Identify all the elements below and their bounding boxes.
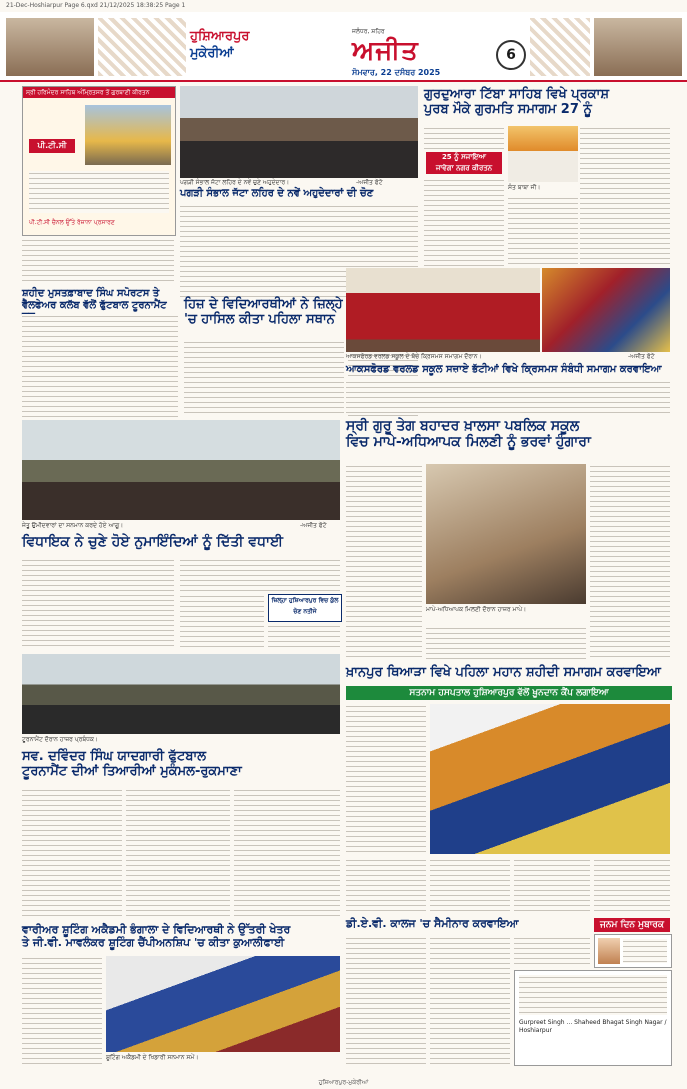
gurdwara-headline-line1: ਗੁਰਦੁਆਰਾ ਟਿੱਬਾ ਸਾਹਿਬ ਵਿਖੇ ਪ੍ਰਕਾਸ਼ [424, 87, 609, 102]
school-group-credit: -ਅਜੀਤ ਫੋਟੋ [628, 353, 655, 360]
students-headline-line2: 'ਚ ਹਾਸਿਲ ਕੀਤਾ ਪਹਿਲਾ ਸਥਾਨ [184, 311, 335, 327]
shooting-body [22, 956, 102, 1064]
gurdwara-body-col1-top [424, 126, 504, 150]
ad-golden-temple-image [85, 105, 171, 165]
winners-body-col1 [22, 558, 174, 650]
ad-kirtan-text [29, 171, 169, 213]
classified-ad-text: Gurpreet Singh ... Shaheed Bhagat Singh Nagar / Hoshiarpur [519, 1019, 667, 1034]
gurdwara-inset-box [426, 152, 502, 174]
winners-photo [22, 420, 340, 520]
left-column-text-top [22, 238, 174, 284]
ad-kirtan [22, 86, 176, 236]
school-group-body [346, 380, 670, 414]
winners-credit: -ਅਜੀਤ ਫੋਟੋ [300, 522, 327, 529]
school-group-caption: ਆਕਸਫੋਰਡ ਵਰਲਡ ਸਕੂਲ ਦੇ ਬੱਚੇ ਕ੍ਰਿਸਮਸ ਸਮਾਗਮ ਦੌਰਾਨ। [346, 353, 482, 360]
school-group-photo-left [346, 268, 540, 352]
khanpur-body-col2 [346, 858, 426, 914]
khalsa-school-headline [346, 418, 672, 450]
winners-caption: ਜੇਤੂ ਉਮੀਦਵਾਰਾਂ ਦਾ ਸਨਮਾਨ ਕਰਦੇ ਹੋਏ ਆਗੂ। [22, 522, 124, 529]
khalsa-school-photo [426, 464, 586, 604]
football-memorial-body-col1 [22, 788, 122, 918]
masthead-photo-left [6, 18, 94, 76]
gurdwara-body-col3 [580, 126, 670, 266]
khanpur-headline: ਖ਼ਾਨਪੁਰ ਥਿਆੜਾ ਵਿਖੇ ਪਹਿਲਾ ਮਹਾਨ ਸ਼ਹੀਦੀ ਸਮਾਗਮ ਕਰਵਾਇਆ [346, 665, 661, 680]
birthday-child-photo [598, 938, 620, 964]
football-memorial-headline-line1: ਸਵ. ਦਵਿੰਦਰ ਸਿੰਘ ਯਾਦਗਾਰੀ ਫੁੱਟਬਾਲ [22, 749, 206, 764]
masthead-pattern-right [530, 18, 590, 76]
dav-body-col1 [346, 936, 426, 1064]
students-body [184, 340, 344, 416]
district-inset-body [268, 624, 340, 650]
gurdwara-photo-caption: ਸੰਤ ਬਾਬਾ ਜੀ। [508, 184, 541, 191]
masthead-pattern-left [98, 18, 186, 76]
print-info-strip: 21-Dec-Hoshiarpur Page 6.qxd 21/12/2025 18:38:25 Page 1 [6, 2, 186, 9]
khanpur-body-col3 [430, 858, 510, 914]
khalsa-school-body-col3 [590, 464, 670, 660]
gurdwara-portrait-photo [508, 126, 578, 182]
khalsa-school-headline-line2: ਵਿਚ ਮਾਪੇ-ਅਧਿਆਪਕ ਮਿਲਣੀ ਨੂੰ ਭਰਵਾਂ ਹੁੰਗਾਰਾ [346, 434, 591, 451]
football-memorial-caption: ਟੂਰਨਾਮੈਂਟ ਦੌਰਾਨ ਹਾਜ਼ਰ ਪ੍ਰਬੰਧਕ। [22, 736, 98, 743]
football-memorial-photo [22, 654, 340, 734]
winners-headline: ਵਿਧਾਇਕ ਨੇ ਚੁਣੇ ਹੋਏ ਨੁਮਾਇੰਦਿਆਂ ਨੂੰ ਦਿੱਤੀ ਵਧਾਈ [22, 534, 283, 550]
masthead-title-line2: ਮੁਕੇਰੀਆਂ [190, 46, 234, 61]
khanpur-photo [430, 704, 670, 854]
ad-kirtan-footer: ਪੀ.ਟੀ.ਸੀ ਚੈਨਲ ਉੱਤੇ ਰੋਜ਼ਾਨਾ ਪ੍ਰਸਾਰਣ [29, 219, 115, 226]
football-memorial-headline [22, 750, 340, 780]
birthday-box [594, 934, 672, 968]
farmers-headline: ਪਗੜੀ ਸੰਭਾਲ ਜੱਟਾ ਲਹਿਰ ਦੇ ਨਵੇਂ ਅਹੁਦੇਦਾਰਾਂ ਦੀ ਚੋਣ [180, 188, 374, 199]
students-headline-line1: ਹਿਜ਼ ਦੇ ਵਿਦਿਆਰਥੀਆਂ ਨੇ ਜ਼ਿਲ੍ਹੇ [184, 297, 343, 312]
khalsa-school-caption: ਮਾਪੇ-ਅਧਿਆਪਕ ਮਿਲਣੀ ਦੌਰਾਨ ਹਾਜ਼ਰ ਮਾਪੇ। [426, 606, 527, 613]
khalsa-school-body-col2 [426, 626, 586, 660]
masthead-photo-right [594, 18, 682, 76]
masthead-title-line1: ਹੁਸ਼ਿਆਰਪੁਰ [190, 29, 250, 44]
classified-ad-text-top [519, 975, 667, 1015]
ad-channel-logo: ਪੀ.ਟੀ.ਸੀ [29, 139, 75, 153]
football-memorial-body-col2 [126, 788, 230, 918]
dav-headline: ਡੀ.ਏ.ਵੀ. ਕਾਲਜ 'ਚ ਸੈਮੀਨਾਰ ਕਰਵਾਇਆ [346, 917, 519, 930]
masthead-paper-name: ਅਜੀਤ [352, 36, 419, 66]
farmers-caption: ਪਗੜੀ ਸੰਭਾਲ ਜੱਟਾ ਲਹਿਰ ਦੇ ਨਵੇਂ ਚੁਣੇ ਅਹੁਦੇਦਾਰ। [180, 179, 290, 186]
gurdwara-body-col2 [508, 196, 578, 266]
birthday-title: ਜਨਮ ਦਿਨ ਮੁਬਾਰਕ [594, 918, 670, 932]
masthead-badge: ਜਲੰਧਰ, ਸ਼ਹਿਰ [352, 28, 385, 35]
masthead-section-title [190, 28, 249, 62]
masthead-date: ਸੋਮਵਾਰ, 22 ਦਸੰਬਰ 2025 [352, 68, 441, 77]
winners-body-col2 [180, 558, 340, 592]
football-memorial-body-col3 [234, 788, 340, 918]
shooting-caption: ਸ਼ੂਟਿੰਗ ਅਕੈਡਮੀ ਦੇ ਖਿਡਾਰੀ ਸਨਮਾਨ ਸਮੇਂ। [106, 1054, 199, 1061]
khanpur-body-col5 [594, 858, 670, 914]
shooting-headline [22, 924, 340, 949]
gurdwara-inset-line1: 25 ਨੂੰ ਸਜਾਇਆ [441, 153, 487, 161]
shooting-photo [106, 956, 340, 1052]
farmers-photo [180, 86, 418, 178]
shooting-headline-line1: ਵਾਰੀਅਰ ਸ਼ੂਟਿੰਗ ਅਕੈਡਮੀ ਭੰਗਾਲਾ ਦੇ ਵਿਦਿਆਰਥੀ ਨੇ ਉੱਤਰੀ ਖੇਤਰ [22, 923, 291, 936]
page-footer: ਹੁਸ਼ਿਆਰਪੁਰ-ਮੁਕੇਰੀਆਂ [318, 1079, 369, 1086]
khalsa-school-headline-line1: ਸ੍ਰੀ ਗੁਰੂ ਤੇਗ ਬਹਾਦਰ ਖ਼ਾਲਸਾ ਪਬਲਿਕ ਸਕੂਲ [346, 418, 580, 434]
gurdwara-headline [424, 88, 670, 118]
district-inset-title-line2: ਚੋਣ ਨਤੀਜੇ [293, 608, 317, 615]
football-club-body [22, 314, 178, 418]
football-memorial-headline-line2: ਟੂਰਨਾਮੈਂਟ ਦੀਆਂ ਤਿਆਰੀਆਂ ਮੁਕੰਮਲ-ਰੁਕਮਾਣਾ [22, 763, 242, 779]
page-number: 6 [496, 40, 526, 70]
birthday-text [623, 939, 667, 963]
classified-ad [514, 970, 672, 1066]
school-group-photo-right [542, 268, 670, 352]
farmers-credit: -ਅਜੀਤ ਫੋਟੋ [356, 179, 383, 186]
khanpur-body-col1 [346, 704, 426, 854]
masthead [0, 12, 687, 82]
khanpur-body-col4 [514, 858, 590, 914]
dav-body-col3 [514, 936, 590, 966]
gurdwara-inset-line2: ਜਾਵੇਗਾ ਨਗਰ ਕੀਰਤਨ [435, 164, 493, 172]
winners-body-col3 [180, 594, 264, 650]
district-inset-title-line1: ਜ਼ਿਲ੍ਹਾ ਹੁਸ਼ਿਆਰਪੁਰ ਵਿਚ ਕੁੱਲ [271, 597, 339, 604]
khalsa-school-body-col1 [346, 464, 422, 660]
school-group-headline: ਆਕਸਫੋਰਡ ਵਰਲਡ ਸਕੂਲ ਸਜ਼ਾਏ ਭੱਟੀਆਂ ਵਿਖੇ ਕ੍ਰਿਸਮਸ ਸੰਬੰਧੀ ਸਮਾਗਮ ਕਰਵਾਇਆ [346, 364, 662, 375]
shooting-headline-line2: ਤੇ ਜੀ.ਵੀ. ਮਾਵਲੰਕਰ ਸ਼ੂਟਿੰਗ ਚੈਂਪੀਅਨਸ਼ਿਪ 'ਚ ਕੀਤਾ ਕੁਆਲੀਫਾਈ [22, 935, 285, 949]
gurdwara-headline-line2: ਪੁਰਬ ਮੌਕੇ ਗੁਰਮਤਿ ਸਮਾਗਮ 27 ਨੂੰ [424, 101, 592, 117]
ad-kirtan-title: ਸ੍ਰੀ ਹਰਿਮੰਦਰ ਸਾਹਿਬ ਅੰਮ੍ਰਿਤਸਰ ਤੋਂ ਗੁਰਬਾਣੀ ਕੀਰਤਨ [23, 87, 175, 98]
football-club-headline: ਸ਼ਹੀਦ ਮੁਸਤਫ਼ਾਬਾਦ ਸਿੰਘ ਸਪੋਰਟਸ ਤੇ ਵੈੱਲਫੇਅਰ ਕਲੱਬ ਵੱਲੋਂ ਫੁੱਟਬਾਲ ਟੂਰਨਾਮੈਂਟ [22, 288, 167, 311]
gurdwara-body-col1 [424, 178, 504, 266]
blood-camp-bar: ਸਤਨਾਮ ਹਸਪਤਾਲ ਹੁਸ਼ਿਆਰਪੁਰ ਵੱਲੋਂ ਖ਼ੂਨਦਾਨ ਕੈਂਪ ਲਗਾਇਆ [346, 686, 672, 700]
district-inset [268, 594, 342, 622]
dav-body-col2 [430, 936, 510, 1064]
